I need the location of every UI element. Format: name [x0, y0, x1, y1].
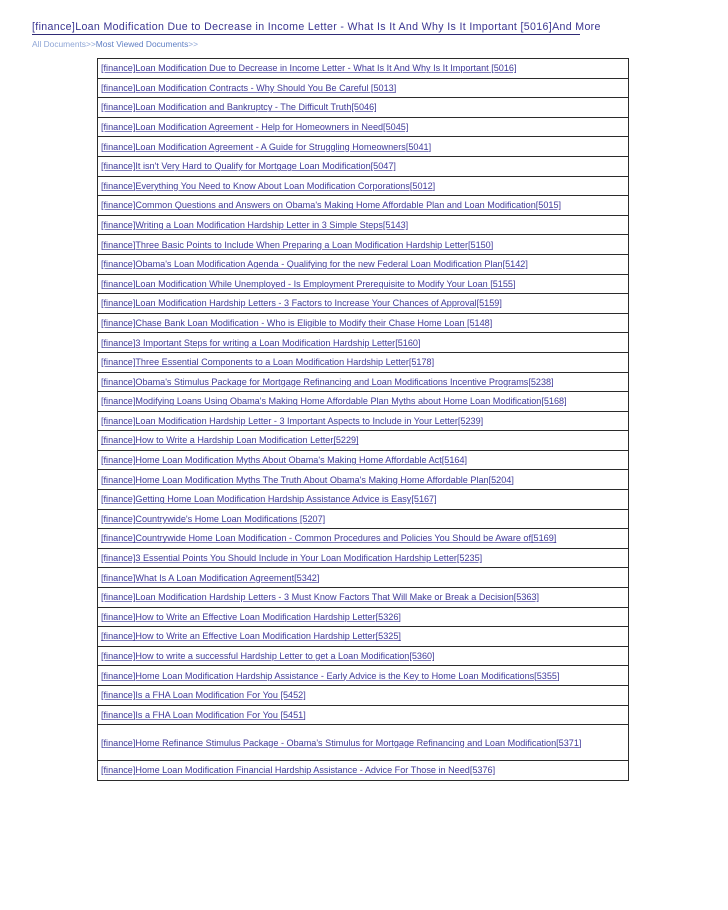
document-link[interactable]: [finance]Is a FHA Loan Modification For You [5452]	[101, 690, 306, 701]
document-link[interactable]: [finance]Loan Modification Hardship Letters - 3 Must Know Factors That Will Make or Break a Decision[5363]	[101, 592, 540, 603]
document-link[interactable]: [finance]Home Loan Modification Myths About Obama's Making Home Affordable Act[5164]	[101, 455, 468, 466]
table-cell	[98, 490, 629, 510]
table-row	[98, 607, 629, 627]
document-link[interactable]: [finance]Loan Modification Due to Decrease in Income Letter - What Is It And Why Is It Important [5016]	[101, 63, 517, 74]
table-row	[98, 313, 629, 333]
table-cell	[98, 509, 629, 529]
table-row	[98, 705, 629, 725]
table-row	[98, 235, 629, 255]
table-row	[98, 509, 629, 529]
table-row	[98, 411, 629, 431]
document-link[interactable]: [finance]3 Important Steps for writing a Loan Modification Hardship Letter[5160]	[101, 337, 421, 348]
table-row	[98, 352, 629, 372]
table-cell	[98, 294, 629, 314]
table-row	[98, 529, 629, 549]
document-link[interactable]: [finance]3 Essential Points You Should Include in Your Loan Modification Hardship Letter[5235]	[101, 553, 483, 564]
document-link[interactable]: [finance]Three Basic Points to Include When Preparing a Loan Modification Hardship Letter[5150]	[101, 239, 494, 250]
table-cell	[98, 313, 629, 333]
document-link[interactable]: [finance]Countrywide's Home Loan Modifications [5207]	[101, 513, 326, 524]
table-cell	[98, 156, 629, 176]
table-row	[98, 372, 629, 392]
table-cell	[98, 666, 629, 686]
table-row	[98, 78, 629, 98]
document-link[interactable]: [finance]Home Loan Modification Hardship Assistance - Early Advice is the Key to Home Loan Modifications[5355]	[101, 670, 560, 681]
table-cell	[98, 372, 629, 392]
breadcrumb-separator: >>	[86, 39, 96, 49]
table-cell	[98, 588, 629, 608]
breadcrumb	[32, 39, 198, 49]
document-link[interactable]: [finance]Loan Modification Hardship Letter - 3 Important Aspects to Include in Your Letter[5239]	[101, 415, 484, 426]
table-row	[98, 666, 629, 686]
document-link[interactable]: [finance]Obama's Stimulus Package for Mortgage Refinancing and Loan Modifications Incentive Programs[5238]	[101, 376, 554, 387]
table-row	[98, 646, 629, 666]
table-cell	[98, 431, 629, 451]
table-row	[98, 274, 629, 294]
table-row	[98, 117, 629, 137]
document-link[interactable]: [finance]Common Questions and Answers on Obama's Making Home Affordable Plan and Loan Modification[5015]	[101, 200, 562, 211]
document-link[interactable]: [finance]Home Refinance Stimulus Package - Obama's Stimulus for Mortgage Refinancing and Loan Modification[5371]	[101, 737, 582, 748]
table-row	[98, 392, 629, 412]
table-cell	[98, 59, 629, 79]
document-link[interactable]: [finance]Everything You Need to Know About Loan Modification Corporations[5012]	[101, 180, 436, 191]
documents-table	[97, 58, 629, 781]
document-link[interactable]: [finance]Chase Bank Loan Modification - Who is Eligible to Modify their Chase Home Loan [5148]	[101, 317, 493, 328]
table-cell	[98, 235, 629, 255]
table-cell	[98, 646, 629, 666]
table-row	[98, 431, 629, 451]
table-cell	[98, 450, 629, 470]
table-row	[98, 450, 629, 470]
document-link[interactable]: [finance]How to Write a Hardship Loan Modification Letter[5229]	[101, 435, 359, 446]
table-cell	[98, 725, 629, 761]
table-cell	[98, 411, 629, 431]
document-link[interactable]: [finance]Three Essential Components to a Loan Modification Hardship Letter[5178]	[101, 357, 435, 368]
table-row	[98, 59, 629, 79]
document-link[interactable]: [finance]Loan Modification While Unemployed - Is Employment Prerequisite to Modify Your Loan [5155]	[101, 278, 516, 289]
table-row	[98, 470, 629, 490]
document-link[interactable]: [finance]Loan Modification and Bankruptcy - The Difficult Truth[5046]	[101, 102, 377, 113]
document-link[interactable]: [finance]How to Write an Effective Loan Modification Hardship Letter[5326]	[101, 611, 401, 622]
table-cell	[98, 176, 629, 196]
document-link[interactable]: [finance]How to write a successful Hardship Letter to get a Loan Modification[5360]	[101, 651, 435, 661]
table-cell	[98, 686, 629, 706]
breadcrumb-separator: >>	[188, 39, 199, 49]
breadcrumb-most-viewed-link[interactable]: Most Viewed Documents	[95, 39, 189, 49]
table-cell	[98, 137, 629, 157]
table-row	[98, 176, 629, 196]
document-link[interactable]: [finance]How to Write an Effective Loan Modification Hardship Letter[5325]	[101, 631, 401, 642]
table-cell	[98, 607, 629, 627]
table-row	[98, 548, 629, 568]
table-row	[98, 294, 629, 314]
document-link[interactable]: [finance]It isn't Very Hard to Qualify for Mortgage Loan Modification[5047]	[101, 161, 396, 172]
table-cell	[98, 548, 629, 568]
table-cell	[98, 78, 629, 98]
document-link[interactable]: [finance]Modifying Loans Using Obama's Making Home Affordable Plan Myths about Home Loan Modification[5168]	[101, 396, 567, 407]
table-row	[98, 761, 629, 781]
document-link[interactable]: [finance]Home Loan Modification Financial Hardship Assistance - Advice For Those in Need[5376]	[101, 765, 496, 776]
page-title: [finance]Loan Modification Due to Decrease in Income Letter - What Is It And Why Is It Important [5016]And More	[32, 21, 601, 33]
table-cell	[98, 761, 629, 781]
document-link[interactable]: [finance]Loan Modification Hardship Letters - 3 Factors to Increase Your Chances of Approval[5159]	[101, 298, 502, 309]
table-row	[98, 627, 629, 647]
table-cell	[98, 470, 629, 490]
document-link[interactable]: [finance]What Is A Loan Modification Agreement[5342]	[101, 572, 320, 583]
table-row	[98, 333, 629, 353]
table-cell	[98, 215, 629, 235]
table-cell	[98, 529, 629, 549]
document-link[interactable]: [finance]Home Loan Modification Myths The Truth About Obama's Making Home Affordable Plan[5204]	[101, 474, 514, 485]
table-cell	[98, 627, 629, 647]
table-row	[98, 156, 629, 176]
table-cell	[98, 274, 629, 294]
table-row	[98, 254, 629, 274]
table-cell	[98, 568, 629, 588]
table-row	[98, 490, 629, 510]
document-link[interactable]: [finance]Getting Home Loan Modification Hardship Assistance Advice is Easy[5167]	[101, 494, 437, 505]
table-cell	[98, 352, 629, 372]
document-link[interactable]: [finance]Obama's Loan Modification Agenda - Qualifying for the new Federal Loan Modification Plan[5142]	[101, 259, 528, 270]
table-row	[98, 137, 629, 157]
table-cell	[98, 333, 629, 353]
table-row	[98, 215, 629, 235]
table-row	[98, 568, 629, 588]
table-row	[98, 196, 629, 216]
table-row	[98, 588, 629, 608]
table-cell	[98, 98, 629, 118]
document-link[interactable]: [finance]Is a FHA Loan Modification For You [5451]	[101, 709, 306, 720]
document-link[interactable]: [finance]Countrywide Home Loan Modification - Common Procedures and Policies You Should be Aware of[5169]	[101, 533, 557, 544]
table-row	[98, 98, 629, 118]
table-cell	[98, 254, 629, 274]
document-link[interactable]: [finance]Loan Modification Contracts - Why Should You Be Careful [5013]	[101, 82, 397, 93]
breadcrumb-all-documents-link[interactable]: All Documents	[32, 39, 86, 49]
table-cell	[98, 196, 629, 216]
document-link[interactable]: [finance]Loan Modification Agreement - A Guide for Struggling Homeowners[5041]	[101, 141, 432, 152]
table-row	[98, 725, 629, 761]
document-link[interactable]: [finance]Writing a Loan Modification Hardship Letter in 3 Simple Steps[5143]	[101, 219, 409, 230]
document-link[interactable]: [finance]Loan Modification Agreement - Help for Homeowners in Need[5045]	[101, 121, 409, 132]
table-row	[98, 686, 629, 706]
table-cell	[98, 705, 629, 725]
table-cell	[98, 392, 629, 412]
table-cell	[98, 117, 629, 137]
